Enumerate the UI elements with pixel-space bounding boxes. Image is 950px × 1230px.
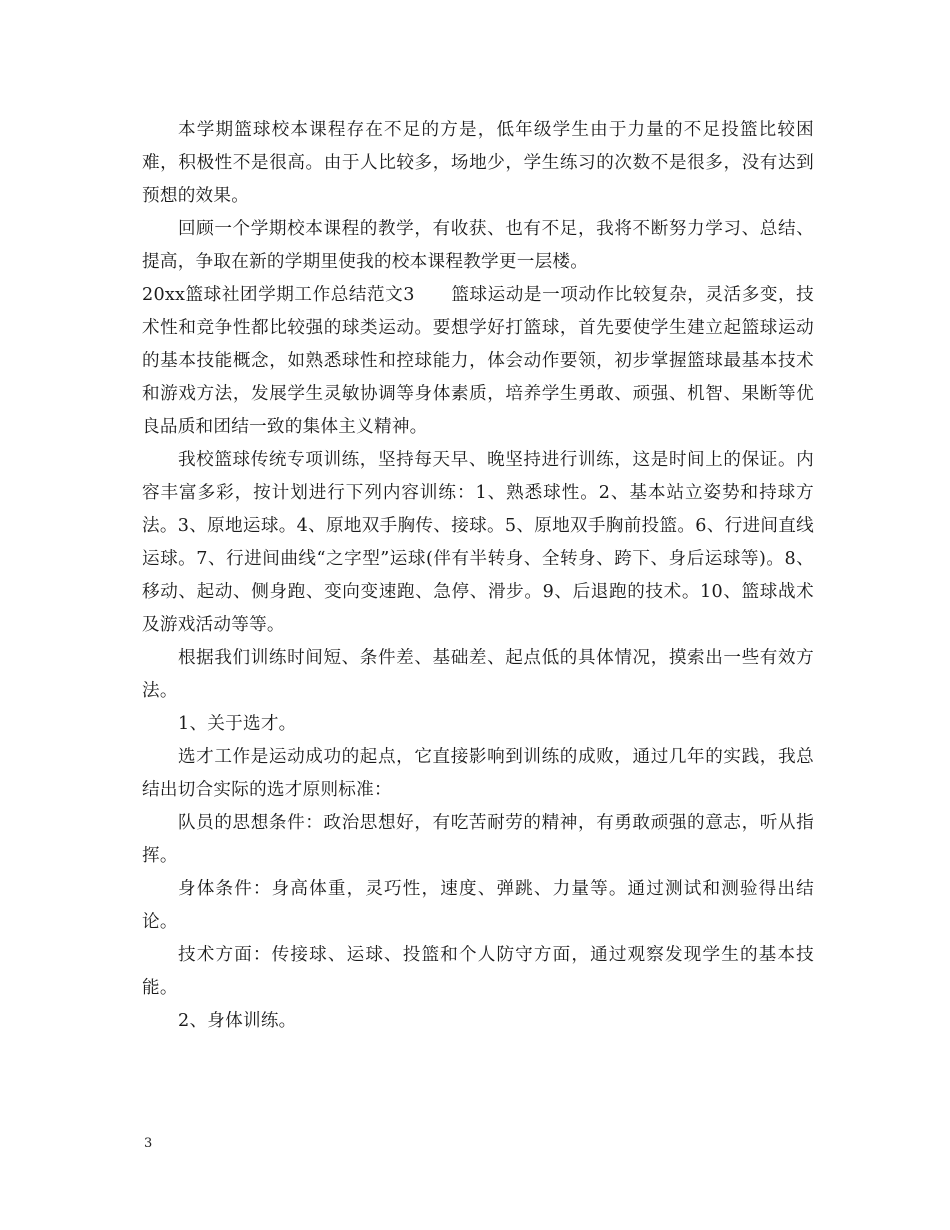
- document-body: [142, 114, 814, 1038]
- paragraph-training-content: 我校篮球传统专项训练，坚持每天早、晚坚持进行训练，这是时间上的保证。内容丰富多彩，按计划进行下列内容训练：1、熟悉球性。2、基本站立姿势和持球方法。3、原地运球。4、原地双手胸传、接球。5、原地双手胸前投篮。6、行进间直线运球。7、行进间曲线“之字型”运球(伴有半转身、全转身、跨下、身后运球等)。8、移动、起动、侧身跑、变向变速跑、急停、滑步。9、后退跑的技术。10、篮球战术及游戏活动等等。: [142, 450, 814, 635]
- paragraph-review: 回顾一个学期校本课程的教学，有收获、也有不足，我将不断努力学习、总结、提高，争取在新的学期里使我的校本课程教学更一层楼。: [142, 219, 814, 272]
- paragraph-shortcomings: 本学期篮球校本课程存在不足的方是，低年级学生由于力量的不足投篮比较困难，积极性不是很高。由于人比较多，场地少，学生练习的次数不是很多，没有达到预想的效果。: [142, 120, 814, 206]
- heading-talent-selection: 1、关于选才。: [178, 714, 297, 734]
- paragraph-sample-3-intro: 20xx篮球社团学期工作总结范文3 篮球运动是一项动作比较复杂，灵活多变，技术性和竞争性都比较强的球类运动。要想学好打篮球，首先要使学生建立起篮球运动的基本技能概念，如熟悉球性和控球能力，体会动作要领，初步掌握篮球最基本技术和游戏方法，发展学生灵敏协调等身体素质，培养学生勇敢、顽强、机智、果断等优良品质和团结一致的集体主义精神。: [142, 285, 814, 437]
- paragraph-physical-conditions: 身体条件：身高体重，灵巧性，速度、弹跳、力量等。通过测试和测验得出结论。: [142, 879, 814, 932]
- paragraph-selection-principles: 选才工作是运动成功的起点，它直接影响到训练的成败，通过几年的实践，我总结出切合实际的选才原则标准：: [142, 747, 814, 800]
- paragraph-ideological-conditions: 队员的思想条件：政治思想好，有吃苦耐劳的精神，有勇敢顽强的意志，听从指挥。: [142, 813, 814, 866]
- paragraph-methods: 根据我们训练时间短、条件差、基础差、起点低的具体情况，摸索出一些有效方法。: [142, 648, 814, 701]
- page-number: 3: [144, 1136, 153, 1151]
- paragraph-technical-aspects: 技术方面：传接球、运球、投篮和个人防守方面，通过观察发现学生的基本技能。: [142, 945, 814, 998]
- heading-physical-training: 2、身体训练。: [178, 1011, 297, 1031]
